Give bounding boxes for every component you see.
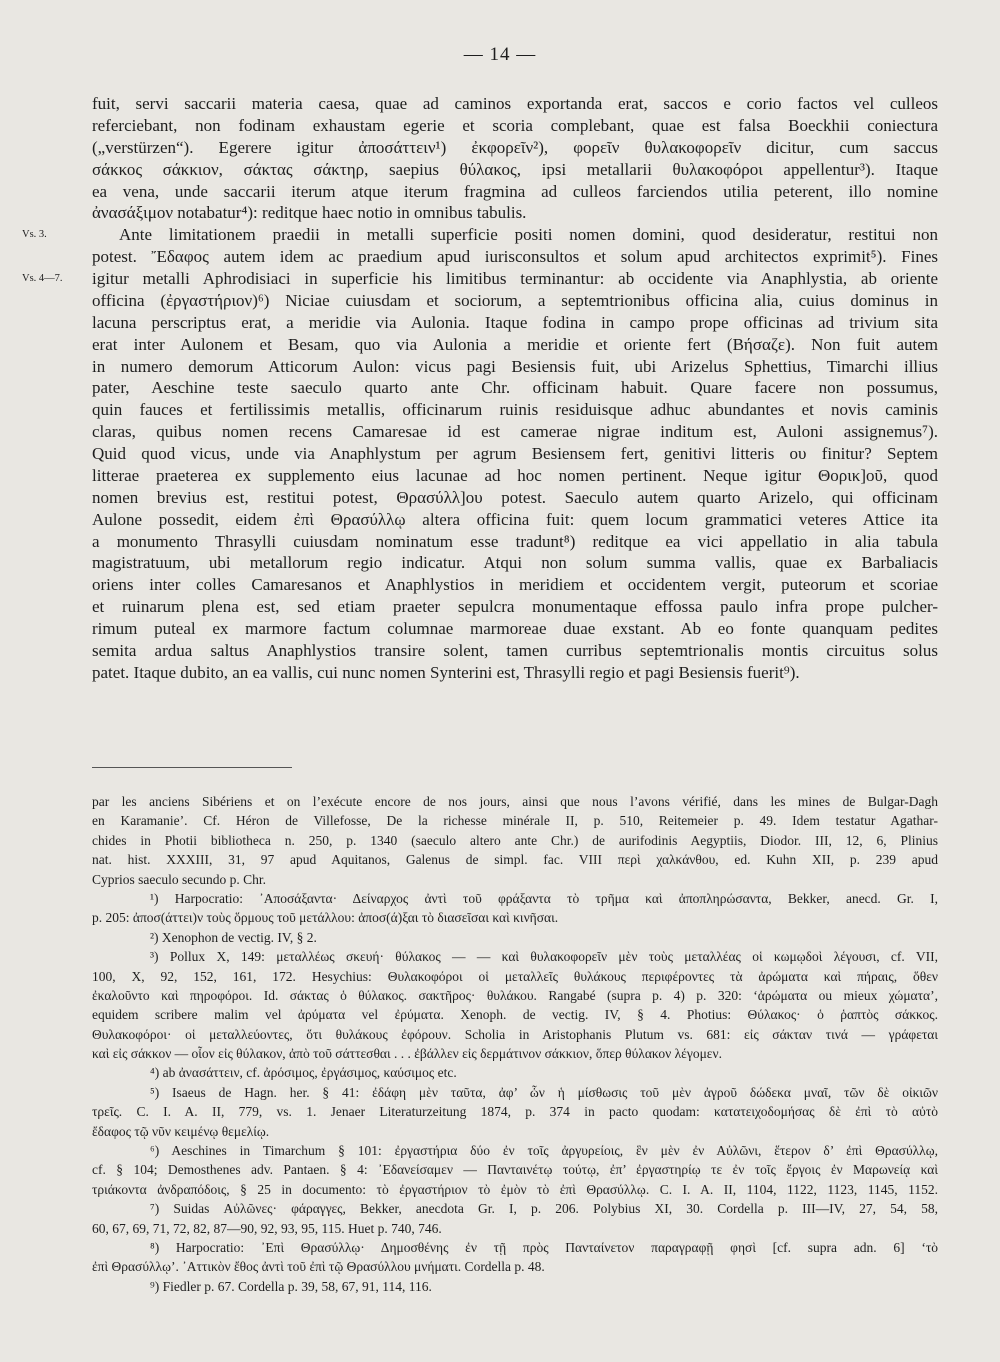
footnote-line: τρεῖς. C. I. A. II, 779, vs. 1. Jenaer Literaturzeitung 1874, p. 374 in pacto quodam: κατατειχοδομήσας δὲ ἐπὶ τὸ αὐτὸ [92, 1104, 938, 1120]
body-line: a monumento Thrasylli cuiusdam nominatum esse tradunt⁸) reditque ea vici appellatio in alia tabula [92, 531, 938, 551]
body-line: claras, quibus nomen recens Camaresae id est camerae nigrae inditum est, Auloni assignemus⁷). [92, 422, 938, 442]
footnote-line: cf. § 104; Demosthenes adv. Pantaen. § 4: ᾿Εδανείσαμεν — Πανταινέτῳ τούτῳ, ἐπ’ ἐργαστηρίῳ τε ἐν τοῖς ἔργοις ἐν Μαρωνείᾳ καὶ [92, 1162, 938, 1178]
footnote-rule [92, 767, 292, 768]
margin-note: Vs. 3. [22, 229, 47, 241]
body-line: pater, Aeschine teste saeculo quarto ante Chr. officinam habuit. Quare facere non possumus, [92, 378, 938, 398]
body-line-text: Ante limitationem praedii in metalli superficie positi nomen domini, quod desideratur, restitui non [119, 225, 938, 245]
body-line-text: igitur metalli Aphrodisiaci in superficie his limitibus terminantur: ab occidente via Anaphlystia, ab oriente [92, 269, 938, 288]
footnote-line: ⁴) ab ἀνασάττειν, cf. ἀρόσιμος, ἐργάσιμος, καύσιμος etc. [150, 1065, 457, 1081]
footnote-line: ἐκαλοῦντο καὶ πηροφόροι. Id. σάκτας ὁ θύλακος. σακτῆρος· θυλάκου. Rangabé (supra p. 4) p. 320: ‘ἀρώματα ou mieux χώματα’, [92, 987, 938, 1003]
footnote-line: ἐπὶ Θρασύλλῳ’. ᾿Αττικὸν ἔθος ἀντὶ τοῦ ἐπὶ τῷ Θρασύλλου μνήματι. Cordella p. 48. [92, 1259, 545, 1275]
body-line [22, 224, 938, 246]
footnote-line: ἔδαφος τῷ νῦν κειμένῳ θεμελίῳ. [92, 1123, 270, 1139]
footnote-line: 100, X, 92, 152, 161, 172. Hesychius: Θυλακοφόροι οἱ μεταλλεῖς θυλάκους περιφέροντες τὰ ἀρώματα καὶ πήραις, ὅθεν [92, 968, 938, 984]
footnote-line: ⁵) Isaeus de Hagn. her. § 41: ἐδάφη μὲν ταῦτα, ἀφ’ ὧν ἡ μίσθωσις τοῦ μὲν ἀγροῦ δώδεκα μναῖ, τῶν δὲ οἰκιῶν [150, 1084, 938, 1100]
body-line [22, 268, 938, 290]
body-line: quin fauces et fertilissimis metallis, officinarum ruinis residuisque adhuc abundantes et novis caminis [92, 400, 938, 420]
footnotes [92, 792, 938, 1296]
footnote-line: ⁶) Aeschines in Timarchum § 101: ἐργαστήρια δύο ἐν τοῖς ἀργυρείοις, ἓν μὲν ἐν Αὐλῶνι, ἕτερον δ’ ἐπὶ Θρασύλλῳ, [150, 1143, 938, 1159]
body-line: magistratuum, ubi metallorum regio indicatur. Atqui non solum summa vallis, quae ex Barbaliacis [92, 553, 938, 573]
body-line: rimum puteal ex marmore factum columnae marmoreae duae exstant. Ab eo fonte quanquam pedites [92, 619, 938, 638]
body-line: erat inter Aulonem et Besam, quo via Aulonia a meridie et oriente fert (Βήσαζε). Non fuit autem [92, 334, 938, 354]
body-line: in numero demorum Atticorum Aulon: vicus pagi Besiensis fuit, ubi Arizelus Sphettius, Timarchi illius [92, 356, 938, 376]
footnote-line: 60, 67, 69, 71, 72, 82, 87—90, 92, 93, 95, 115. Huet p. 740, 746. [92, 1220, 442, 1236]
footnote-line: ¹) Harpocratio: ᾿Αποσάξαντα· Δείναρχος ἀντὶ τοῦ φράξαντα τὸ τρῆμα καὶ ἀποπληρώσαντα, Bekker, anecd. Gr. I, [150, 890, 938, 906]
body-line: officina (ἐργαστήριον)⁶) Niciae cuiusdam et sociorum, a septemtrionibus officina alia, cuius dominus in [92, 290, 938, 310]
margin-note: Vs. 4—7. [22, 273, 63, 284]
body-line: lacuna perscriptus erat, a meridie via Aulonia. Itaque fodina in campo prope officinas ad trivium sita [92, 312, 938, 332]
footnote-line: en Karamanie’. Cf. Héron de Villefosse, De la richesse minérale II, p. 510, Reitemeier p. 49. Idem testatur Agathar- [92, 813, 938, 829]
body-line: referciebant, non fodinam exhaustam egerie et scoria complebant, quae est falsa Boeckhii coniectura [92, 115, 938, 135]
footnote-line: ⁸) Harpocratio: ᾿Επὶ Θρασύλλῳ· Δημοσθένης ἐν τῇ πρὸς Πανταίνετον παραγραφῇ φησὶ [cf. supra adn. 6] ‘τὸ [150, 1239, 938, 1255]
body-line: patet. Itaque dubito, an ea vallis, cui nunc nomen Synterini est, Thrasylli regio et pagi Besiensis fuerit⁹). [92, 662, 800, 682]
body-line: ἀνασάξιμον notabatur⁴): reditque haec notio in omnibus tabulis. [92, 203, 527, 223]
body-line: potest. Ἔδαφος autem idem ac praedium apud iurisconsultos et solum apud architectos exprimit⁵). Fines [92, 247, 938, 267]
body-line: fuit, servi saccarii materia caesa, quae ad caminos exportanda erat, saccos e corio factos vel culleos [92, 94, 938, 113]
body-line: oriens inter colles Camaresanos et Anaphlystios in meridiem et occidentem vergit, puteorum et scoriae [92, 575, 938, 595]
footnote-line: nat. hist. XXXIII, 31, 97 apud Aquitanos, Galenus de simpl. fac. VIII περὶ χαλκάνθου, ed. Kuhn XII, p. 239 apud [92, 852, 938, 868]
footnote-line: Θυλακοφόροι· οἱ μεταλλεύοντες, ὅτι θυλάκους ἐφόρουν. Scholia in Aristophanis Plutum vs. 681: εἰς σάκταν τινά — γράφεται [92, 1026, 938, 1042]
footnote-line: chides in Photii bibliotheca n. 250, p. 1340 (saeculo altero ante Chr.) de aurifodinis Aegyptiis, Diodor. III, 12, 6, Plinius [92, 832, 938, 848]
body-line: et ruinarum plena est, sed etiam praeter sepulcra monumentaque effossa paulo infra prope pulcher- [92, 597, 938, 617]
footnote-line: p. 205: ἀποσ(άττει)ν τοὺς ὅρμους τοῦ μετάλλου: ἀποσ(ά)ξαι τὸ διασεῖσαι καὶ κινῆσαι. [92, 910, 559, 926]
body-text [22, 93, 938, 684]
page-number: — 14 — [463, 44, 537, 65]
body-line: („verstürzen“). Egerere igitur ἀποσάττειν¹) ἐκφορεῖν²), φορεῖν θυλακοφορεῖν dicitur, cum saccus [92, 137, 938, 157]
footnote-line: par les anciens Sibériens et on l’exécute encore de nos jours, ainsi que nous l’avons vérifié, dans les mines de Bulgar-Dagh [92, 794, 938, 809]
footnote-line: ⁷) Suidas Αὐλῶνες· φάραγγες, Bekker, anecdota Gr. I, p. 206. Polybius XI, 30. Cordella p. III—IV, 27, 54, 58, [150, 1201, 938, 1217]
footnote-line: καὶ εἰς σάκκον — οἷον εἰς θύλακον, ἀπὸ τοῦ σάττεσθαι . . . ἐβάλλεν εἰς δερμάτινον σάκκιον, ὅπερ θύλακον λέγομεν. [92, 1046, 722, 1062]
body-line: σάκκος σάκκιον, σάκτας σάκτηρ, saepius θύλακος, ipsi metallarii θυλακοφόροι appellentur³). Itaque [92, 159, 938, 179]
body-line: Quid quod vicus, unde via Anaphlystum per agrum Besiensem fert, genitivi litteris ου finitur? Septem [92, 444, 938, 463]
footnote-line: ³) Pollux X, 149: μεταλλέως σκευή· θύλακος — — καὶ θυλακοφορεῖν μὲν τοὺς μεταλλέας οἱ κωμῳδοὶ λέγουσι, cf. VII, [150, 949, 938, 965]
body-line: Aulone possedit, eidem ἐπὶ Θρασύλλῳ altera officina fuit: quem locum grammatici veteres Attice ita [92, 509, 938, 529]
body-line: semita ardua saltus Anaphlystios transire solent, tamen curribus septemtrionalis montis circuitus solus [92, 640, 938, 660]
footnote-line: equidem scribere malim vel ἀρύματα vel ἐρύματα. Xenoph. de vectig. IV, § 4. Photius: Θύλακος· ὁ ῥαπτὸς σάκκος. [92, 1007, 938, 1023]
footnote-line: ²) Xenophon de vectig. IV, § 2. [150, 929, 317, 945]
body-line: litterae praeterea ex supplemento eius lacunae ad hoc nomen pertinent. Neque igitur Θορικ]οῦ, quod [92, 465, 938, 485]
body-line: nomen brevius est, restitui potest, Θρασύλλ]ου potest. Saeculo autem quarto Arizelo, qui officinam [92, 487, 938, 507]
body-line: ea vena, unde saccarii iterum atque iterum fragmina ad culleos farciendos utilia peterent, illo nomine [92, 181, 938, 201]
footnote-line: Cyprios saeculo secundo p. Chr. [92, 871, 266, 887]
footnote-line: ⁹) Fiedler p. 67. Cordella p. 39, 58, 67, 91, 114, 116. [150, 1278, 432, 1294]
footnote-line: τριάκοντα ἀνδραπόδοις, § 25 in documento: τὸ ἐργαστήριον τὸ ἐμὸν τὸ ἐπὶ Θρασύλλῳ. C. I. A. II, 1104, 1122, 1123, 1145, 1152. [92, 1181, 938, 1197]
